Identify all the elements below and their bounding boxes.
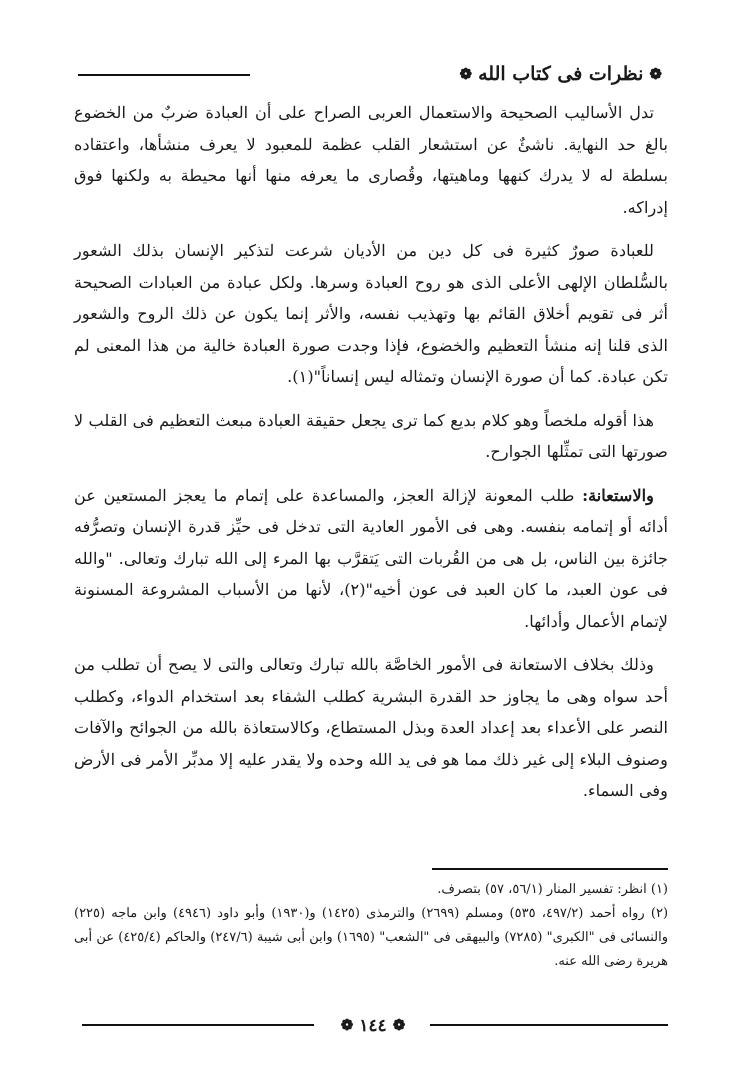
header-title-group [250, 60, 668, 88]
flower-ornament-icon: ❁ [340, 1016, 354, 1034]
running-header [78, 60, 668, 88]
footer-rule [430, 1024, 668, 1026]
flower-ornament-icon: ❁ [392, 1016, 406, 1034]
paragraph-text: للعبادة صورٌ كثيرة فى كل دين من الأديان شرعت لتذكير الإنسان بذلك الشعور بالسُّلطان الإلهى الأعلى الذى هو روح العبادة وسرها. ولكل عبادة من العبادات الصحيحة أثر فى تقويم أخلاق القائم بها وتهذيب نفسه، والأثر إنما يكون عن ذلك الروح والشعور الذى قلنا إنه منشأ التعظيم والخضوع، فإذا وجدت صورة العبادة خالية من هذا المعنى لم تكن عبادة. كما أن صورة الإنسان وتمثاله ليس إنساناً"(١). [74, 241, 668, 386]
page-footer [82, 1012, 668, 1038]
paragraph [74, 649, 668, 807]
header-rule [78, 74, 250, 76]
flower-ornament-icon: ❁ [649, 65, 662, 83]
footnote-separator [432, 868, 668, 870]
paragraph-text: هذا أقوله ملخصاً وهو كلام بديع كما ترى يجعل حقيقة العبادة مبعث التعظيم فى القلب لا صورتها التى تمثِّلها الجوارح. [74, 410, 668, 461]
paragraph-text: وذلك بخلاف الاستعانة فى الأمور الخاصَّة بالله تبارك وتعالى والتى لا يصح أن تطلب من أحد سواه وهى ما يجاوز حد القدرة البشرية كطلب الشفاء بعد استخدام الدواء، وكطلب النصر على الأعداء بعد إعداد العدة وبذل المستطاع، وكالاستعاذة بالله من الجوائح والآفات وصنوف البلاء إلى غير ذلك مما هو فى يد الله وحده ولا يقدر عليه إلا مدبِّر الأمر فى الأرض وفى السماء. [74, 655, 668, 800]
main-text [74, 97, 668, 819]
page-number: ١٤٤ [359, 1016, 387, 1036]
paragraph-lead: والاستعانة: [582, 485, 654, 505]
footer-rule [82, 1024, 314, 1026]
paragraph [74, 480, 668, 638]
footnote: (٢) رواه أحمد (٤٩٧/٢، ٥٣٥) ومسلم (٢٦٩٩) والترمذى (١٤٢٥) و(١٩٣٠) وأبو داود (٤٩٤٦) وابن ماجه (٢٢٥) والنسائى فى "الكبرى" (٧٢٨٥) والبيهقى فى "الشعب" (١٦٩٥) وابن أبى شيبة (٢٤٧/٦) والحاكم (٤٢٥/٤) عن أبى هريرة رضى الله عنه. [74, 906, 669, 969]
paragraph-text: طلب المعونة لإزالة العجز، والمساعدة على إتمام ما يعجز المستعين عن أدائه أو إتمامه بنفسه. وهى فى الأمور العادية التى تدخل فى حيِّز قدرة الإنسان وتصرُّفه جائزة بين الناس، بل هى من القُربات التى يَتقرَّب بها المرء إلى الله تبارك وتعالى. "والله فى عون العبد، ما كان العبد فى عون أخيه"(٢)، لأنها من الأسباب المشروعة المسنونة لإتمام الأعمال وأدائها. [74, 485, 668, 631]
paragraph-text: تدل الأساليب الصحيحة والاستعمال العربى الصراح على أن العبادة ضربٌ من الخضوع بالغ حد النهاية. ناشئٌ عن استشعار القلب عظمة للمعبود لا يعرف منشأها، واعتقاده بسلطة له لا يدرك كنهها وماهيتها، وقُصارى ما يعرفه منها أنها محيطة به ولكنها فوق إدراكه. [74, 103, 668, 217]
footnote: (١) انظر: تفسير المنار (٥٦/١، ٥٧) بتصرف. [437, 882, 668, 897]
paragraph [74, 235, 668, 393]
footnotes [74, 878, 668, 974]
book-title: نظرات فى كتاب الله [478, 63, 644, 85]
page-number-group [318, 1012, 428, 1039]
paragraph [74, 97, 668, 223]
flower-ornament-icon: ❁ [459, 65, 473, 83]
paragraph [74, 405, 668, 468]
